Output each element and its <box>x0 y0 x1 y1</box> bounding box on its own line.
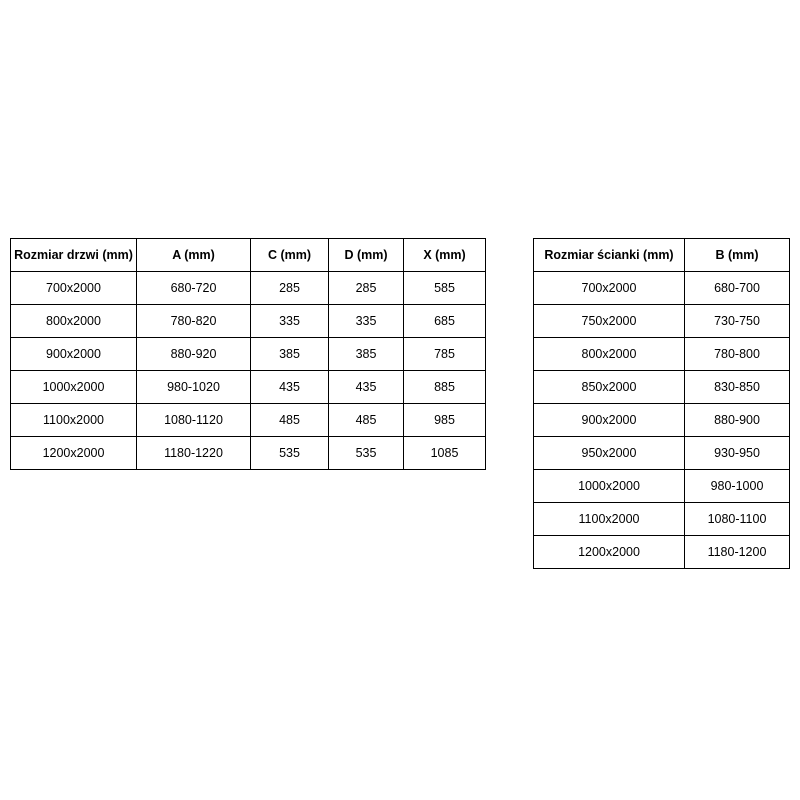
cell-door-size: 1000x2000 <box>11 371 137 404</box>
cell-d: 385 <box>329 338 404 371</box>
cell-d: 435 <box>329 371 404 404</box>
cell-wall-size: 900x2000 <box>534 404 685 437</box>
cell-x: 985 <box>404 404 486 437</box>
cell-c: 435 <box>251 371 329 404</box>
table-row <box>534 536 790 569</box>
table-row <box>11 437 486 470</box>
table-row <box>534 503 790 536</box>
cell-x: 785 <box>404 338 486 371</box>
table-row <box>11 272 486 305</box>
cell-c: 385 <box>251 338 329 371</box>
cell-c: 485 <box>251 404 329 437</box>
cell-x: 885 <box>404 371 486 404</box>
table-row <box>534 404 790 437</box>
cell-c: 285 <box>251 272 329 305</box>
cell-wall-size: 1000x2000 <box>534 470 685 503</box>
cell-a: 1180-1220 <box>137 437 251 470</box>
cell-door-size: 1100x2000 <box>11 404 137 437</box>
column-header-a: A (mm) <box>137 239 251 272</box>
column-header-wall-size: Rozmiar ścianki (mm) <box>534 239 685 272</box>
table-row <box>11 305 486 338</box>
cell-b: 1080-1100 <box>685 503 790 536</box>
column-header-d: D (mm) <box>329 239 404 272</box>
cell-b: 680-700 <box>685 272 790 305</box>
cell-door-size: 900x2000 <box>11 338 137 371</box>
table-row <box>11 371 486 404</box>
cell-wall-size: 700x2000 <box>534 272 685 305</box>
cell-c: 535 <box>251 437 329 470</box>
cell-d: 285 <box>329 272 404 305</box>
table-row <box>534 371 790 404</box>
table-row <box>534 305 790 338</box>
cell-b: 730-750 <box>685 305 790 338</box>
table-row <box>11 338 486 371</box>
cell-x: 585 <box>404 272 486 305</box>
cell-d: 335 <box>329 305 404 338</box>
cell-b: 830-850 <box>685 371 790 404</box>
cell-x: 1085 <box>404 437 486 470</box>
wall-dimension-table <box>533 238 790 569</box>
table-row <box>534 338 790 371</box>
column-header-door-size: Rozmiar drzwi (mm) <box>11 239 137 272</box>
table-row <box>534 470 790 503</box>
cell-b: 930-950 <box>685 437 790 470</box>
cell-wall-size: 1200x2000 <box>534 536 685 569</box>
table-row <box>534 437 790 470</box>
cell-a: 980-1020 <box>137 371 251 404</box>
cell-wall-size: 950x2000 <box>534 437 685 470</box>
cell-wall-size: 1100x2000 <box>534 503 685 536</box>
cell-b: 780-800 <box>685 338 790 371</box>
doors-dimension-table <box>10 238 486 470</box>
cell-door-size: 700x2000 <box>11 272 137 305</box>
cell-c: 335 <box>251 305 329 338</box>
column-header-c: C (mm) <box>251 239 329 272</box>
cell-wall-size: 750x2000 <box>534 305 685 338</box>
cell-b: 880-900 <box>685 404 790 437</box>
table-header-row <box>534 239 790 272</box>
cell-wall-size: 800x2000 <box>534 338 685 371</box>
table-row <box>11 404 486 437</box>
column-header-x: X (mm) <box>404 239 486 272</box>
cell-wall-size: 850x2000 <box>534 371 685 404</box>
cell-x: 685 <box>404 305 486 338</box>
table-header-row <box>11 239 486 272</box>
table-row <box>534 272 790 305</box>
cell-b: 980-1000 <box>685 470 790 503</box>
cell-d: 535 <box>329 437 404 470</box>
cell-door-size: 1200x2000 <box>11 437 137 470</box>
column-header-b: B (mm) <box>685 239 790 272</box>
cell-a: 1080-1120 <box>137 404 251 437</box>
cell-a: 880-920 <box>137 338 251 371</box>
cell-d: 485 <box>329 404 404 437</box>
cell-b: 1180-1200 <box>685 536 790 569</box>
cell-a: 680-720 <box>137 272 251 305</box>
cell-door-size: 800x2000 <box>11 305 137 338</box>
cell-a: 780-820 <box>137 305 251 338</box>
